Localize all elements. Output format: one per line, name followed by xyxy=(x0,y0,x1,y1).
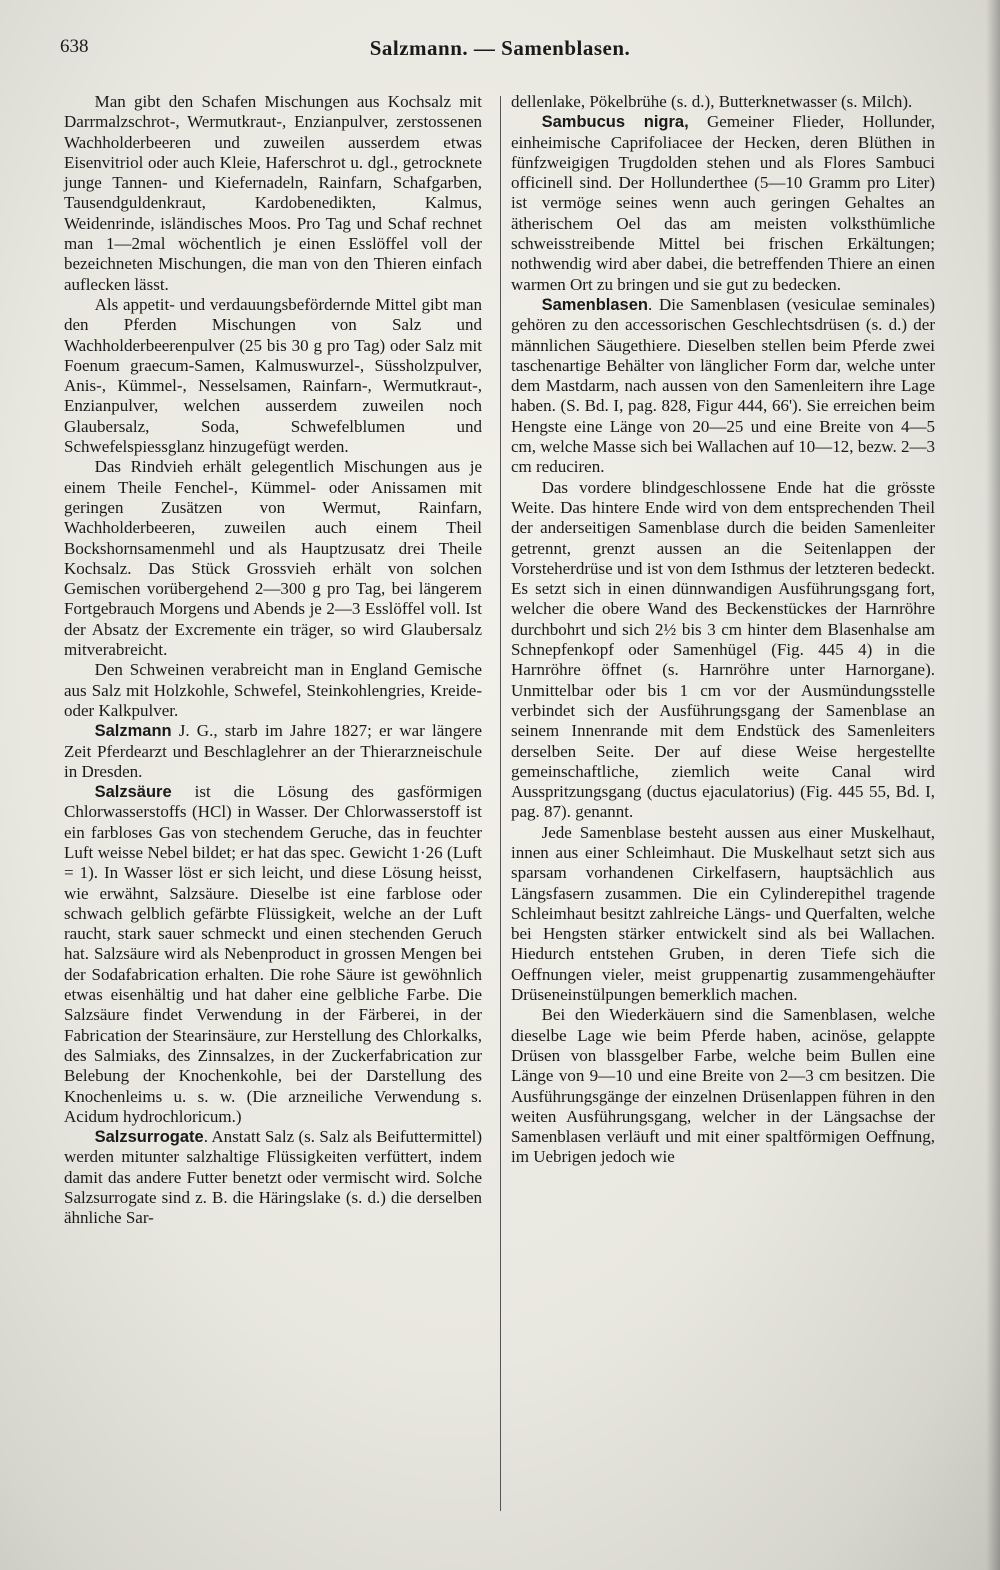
lemma: Salzmann xyxy=(94,722,172,741)
entry-text: J. G., starb im Jahre 1827; er war längere Zeit Pferdearzt und Beschlaglehrer an der Thierarzneischule in Dresden. xyxy=(64,721,482,781)
paragraph: Als appetit- und verdauungsbefördernde Mittel gibt man den Pferden Mischungen von Salz und Wachholderbeerenpulver (25 bis 30 g pro Tag) oder Salz mit Foenum graecum-Samen, Kalmuswurzel-, Süssholzpulver, Anis-, Kümmel-, Nesselsamen, Rainfarn-, Wermutkraut-, Enzianpulver, welchen ausserdem zuweilen noch Glaubersalz, Soda, Schwefelblumen und Schwefelspiessglanz hinzugefügt werden. xyxy=(64,294,482,457)
paragraph-continuation: dellenlake, Pökelbrühe (s. d.), Butterknetwasser (s. Milch). xyxy=(511,92,913,111)
paragraph: Jede Samenblase besteht aussen aus einer Muskelhaut, innen aus einer Schleimhaut. Die Muskelhaut setzt sich aus sparsam vorhandenen Cirkelfasern, hauptsächlich aus Längsfasern zusammen. Die ein Cylinderepithel tragende Schleimhaut besitzt zahlreiche Längs- und Querfalten, welche bei Hengsten stärker entwickelt sind als bei Wallachen. Hiedurch entstehen Gruben, in deren Tiefe sich die Oeffnungen vieler, meist gruppenartig zusammengehäufter Drüseneinstülpungen bemerklich machen. xyxy=(511,822,935,1005)
column-divider xyxy=(500,96,501,1511)
entry-text: ist die Lösung des gasförmigen Chlorwasserstoffs (HCl) in Wasser. Der Chlorwasserstoff ist ein farbloses Gas von stechendem Geruche, das in feuchter Luft weisse Nebel bildet; er hat das spec. Gewicht 1·26 (Luft = 1). In Wasser löst er sich leicht, und diese Lösung heisst, wie erwähnt, Salzsäure. Dieselbe ist eine farblose oder schwach gelblich gefärbte Flüssigkeit, welche an der Luft raucht, stark sauer schmeckt und einen stechenden Geruch hat. Salzsäure wird als Nebenproduct in grossen Mengen bei der Sodafabrication erhalten. Die rohe Säure ist gewöhnlich etwas eisenhältig und hat daher eine gelbliche Farbe. Die Salzsäure findet Verwendung in der Färberei, in der Fabrication der Stearinsäure, zur Herstellung des Chlorkalks, des Salmiaks, des Zinnsalzes, in der Zuckerfabrication zur Belebung der Knochenkohle, bei der Darstellung des Knochenleims u. s. w. (Die arzneiliche Verwendung s. Acidum hydrochloricum.) xyxy=(64,782,482,1126)
entry-sambucus xyxy=(511,112,935,295)
entry-samenblasen xyxy=(511,295,935,478)
entry-salzsurrogate xyxy=(64,1127,482,1228)
entry-text: Gemeiner Flieder, Hollunder, einheimische Caprifoliacee der Hecken, deren Blüthen in fünfzweigigen Trugdolden stehen und als Flores Sambuci officinell sind. Der Hollunderthee (5—10 Gramm pro Liter) ist vermöge seines wenn auch geringen Gehaltes an ätherischem Oel das am meisten volksthümliche schweisstreibende Mittel bei frischen Erkältungen; nothwendig wird aber dabei, die betreffenden Thiere an einen warmen Ort zu bringen und sie gut zu bedecken. xyxy=(511,112,936,294)
entry-salzsaeure xyxy=(64,782,482,1127)
page-title: Salzmann. — Samenblasen. xyxy=(369,36,631,60)
lemma: Sambucus nigra, xyxy=(541,113,689,132)
paragraph: Den Schweinen verabreicht man in England Gemische aus Salz mit Holzkohle, Schwefel, Steinkohlengries, Kreide- oder Kalkpulver. xyxy=(64,660,482,720)
lemma: Samenblasen xyxy=(541,295,648,314)
entry-text: . Anstatt Salz (s. Salz als Beifuttermittel) werden mitunter salzhaltige Flüssigkeiten verfüttert, indem damit das andere Futter benetzt oder vermischt wird. Solche Salzsurrogate sind z. B. die Häringslake (s. d.) die derselben ähnliche Sar- xyxy=(64,1127,482,1228)
paragraph: Das vordere blindgeschlossene Ende hat die grösste Weite. Das hintere Ende wird von dem entsprechenden Theil der anderseitigen Samenblase durch die beiden Samenleiter getrennt, grenzt aussen an die Seitenlappen der Vorsteherdrüse und ist von dem Isthmus der letzteren bedeckt. Es setzt sich in einen dünnwandigen Ausführungsgang fort, welcher die obere Wand des Beckenstückes der Harnröhre durchbohrt und sich 2½ bis 3 cm hinter dem Blasenhalse am Schnepfenkopf oder Samenhügel (Fig. 445 4) in die Harnröhre öffnet (s. Harnröhre unter Harnorgane). Unmittelbar oder bis 1 cm vor der Ausmündungsstelle verbindet sich der Ausführungsgang der Samenblase an seinem Innenrande mit dem Endstück des Samenleiters derselben Seite. Der auf diese Weise hergestellte gemeinschaftliche, ziemlich weite Canal wird Ausspritzungsgang (ductus ejaculatorius) (Fig. 445 55, Bd. I, pag. 87). genannt. xyxy=(511,477,935,822)
entry-text: . Die Samenblasen (vesiculae seminales) gehören zu den accessorischen Geschlechtsdrüsen (s. d.) der männlichen Säugethiere. Dieselben stellen beim Pferde zwei taschenartige Behälter von länglicher Form dar, welche unter dem Mastdarm, nach aussen von den Samenleitern ihre Lage haben. (S. Bd. I, pag. 828, Figur 444, 66'). Sie erreichen beim Hengste eine Länge von 20—25 und eine Breite von 4—5 cm, welche Masse sich bei Wallachen auf 10—12, bezw. 2—3 cm reduciren. xyxy=(511,294,935,477)
left-column xyxy=(64,92,482,1229)
lemma: Salzsurrogate xyxy=(94,1128,204,1147)
page-number: 638 xyxy=(60,36,89,57)
page-edge-shadow xyxy=(986,0,1000,1570)
running-head xyxy=(60,36,940,66)
paragraph: Das Rindvieh erhält gelegentlich Mischungen aus je einem Theile Fenchel-, Kümmel- oder Anissamen mit geringen Zusätzen von Wermut, Rainfarn, Wachholderbeeren, zuweilen auch einem Theil Bockshornsamenmehl und als Hauptzusatz drei Theile Kochsalz. Das Stück Grossvieh erhält von solchen Gemischen vorübergehend 2—300 g pro Tag, bei längerem Fortgebrauch Morgens und Abends je 2—3 Esslöffel voll. Ist der Absatz der Excremente ein träger, so wird Glaubersalz mitverabreicht. xyxy=(64,457,482,660)
right-column xyxy=(511,92,935,1168)
lemma: Salzsäure xyxy=(94,783,172,802)
entry-salzmann xyxy=(64,721,482,782)
paragraph: Bei den Wiederkäuern sind die Samenblasen, welche dieselbe Lage wie beim Pferde haben, acinöse, gelappte Drüsen von blassgelber Farbe, welche beim Bullen eine Länge von 9—10 und eine Breite von 2—3 cm besitzen. Die Ausführungsgänge der einzelnen Drüsenlappen führen in den weiten Ausführungsgang, welcher in der Längsachse der Samenblasen verläuft und mit einer spaltförmigen Oeffnung, im Uebrigen jedoch wie xyxy=(511,1005,935,1167)
paragraph: Man gibt den Schafen Mischungen aus Kochsalz mit Darrmalzschrot-, Wermutkraut-, Enzianpulver, zerstossenen Wachholderbeeren und zuweilen ausserdem etwas Eisenvitriol oder auch Kleie, Haferschrot u. dgl., getrocknete junge Tannen- und Kiefernadeln, Rainfarn, Schafgarben, Tausendguldenkraut, Kardobenedikten, Kalmus, Weidenrinde, isländisches Moos. Pro Tag und Schaf rechnet man 1—2mal wöchentlich je einen Esslöffel voll der bezeichneten Mischungen, die man von den Thieren einfach auflecken lässt. xyxy=(64,92,482,294)
